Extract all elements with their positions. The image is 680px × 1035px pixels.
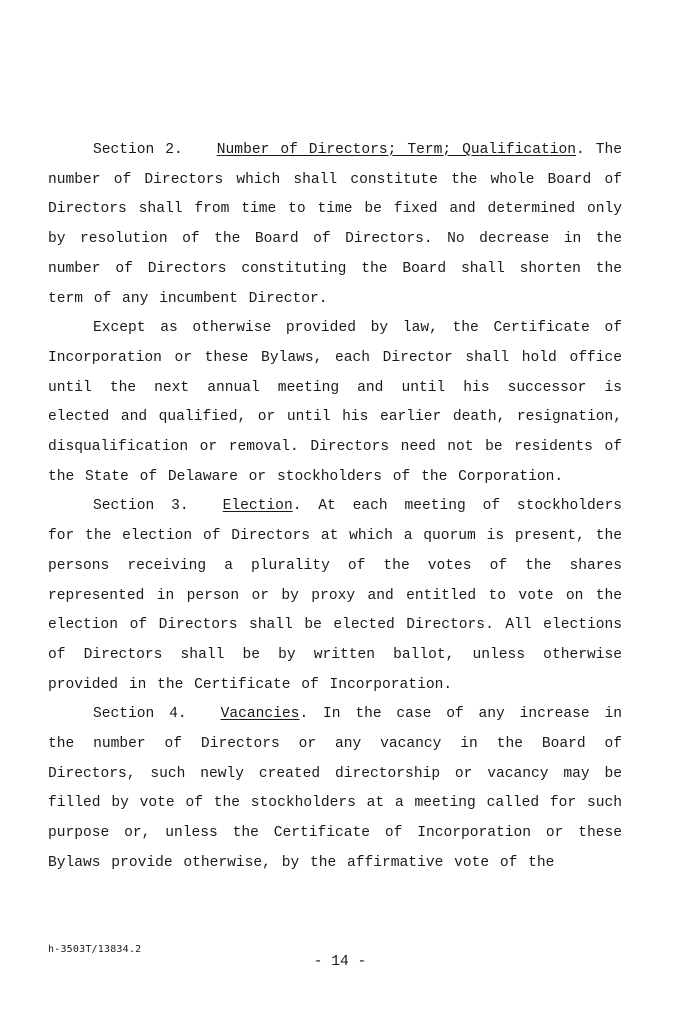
- bylaws-body: [48, 136, 622, 879]
- section-3-heading: Election: [222, 498, 293, 515]
- section-2-heading: Number of Directors; Term; Qualification: [216, 142, 576, 158]
- section-3-label: Section 3.: [93, 498, 189, 515]
- section-2-paragraph: Section 2. Number of Directors; Term; Qualification. The number of Directors which shall constitute the whole Board of Directors shall from time to time be fixed and determined only by resolution of the Board of Directors. No decrease in the number of Directors constituting the Board shall shorten the term of any incumbent Director.: [48, 142, 622, 307]
- section-4-label: Section 4.: [93, 706, 187, 723]
- section-4-paragraph: Section 4. Vacancies. In the case of any increase in the number of Directors or any vacancy in the Board of Directors, such newly created directorship or vacancy may be filled by vote of the stockholders at a meeting called for such purpose or, unless the Certificate of Incorporation or these Bylaws provide otherwise, by the affirmative vote of the: [48, 706, 622, 871]
- section-2-label: Section 2.: [93, 142, 183, 158]
- section-2-text: The number of Directors which shall constitute the whole Board of Directors shall from time to time be fixed and determined only by resolution of the Board of Directors. No decrease in the number of Directors constituting the Board shall shorten the term of any incumbent Director.: [48, 142, 622, 307]
- section-2-continuation-paragraph: Except as otherwise provided by law, the Certificate of Incorporation or these Bylaws, each Director shall hold office until the next annual meeting and until his successor is elected and qualified, or until his earlier death, resignation, disqualification or removal. Directors need not be residents of the State of Delaware or stockholders of the Corporation.: [48, 320, 622, 485]
- page-number: - 14 -: [313, 954, 367, 970]
- section-4-heading: Vacancies: [220, 706, 300, 723]
- document-id: h-3503T/13834.2: [48, 944, 142, 955]
- section-4-text: In the case of any increase in the number of Directors or any vacancy in the Board of Directors, such newly created directorship or vacancy may be filled by vote of the stockholders at a meeting called for such purpose or, unless the Certificate of Incorporation or these Bylaws provide otherwise, by the affirmative vote of the: [48, 706, 622, 871]
- section-3-paragraph: Section 3. Election. At each meeting of stockholders for the election of Directors at which a quorum is present, the persons receiving a plurality of the votes of the shares represented in person or by proxy and entitled to vote on the election of Directors shall be elected Directors. All elections of Directors shall be by written ballot, unless otherwise provided in the Certificate of Incorporation.: [48, 498, 623, 693]
- section-3-text: At each meeting of stockholders for the election of Directors at which a quorum is present, the persons receiving a plurality of the votes of the shares represented in person or by proxy and entitled to vote on the election of Directors shall be elected Directors. All elections of Directors shall be by written ballot, unless otherwise provided in the Certificate of Incorporation.: [48, 498, 623, 693]
